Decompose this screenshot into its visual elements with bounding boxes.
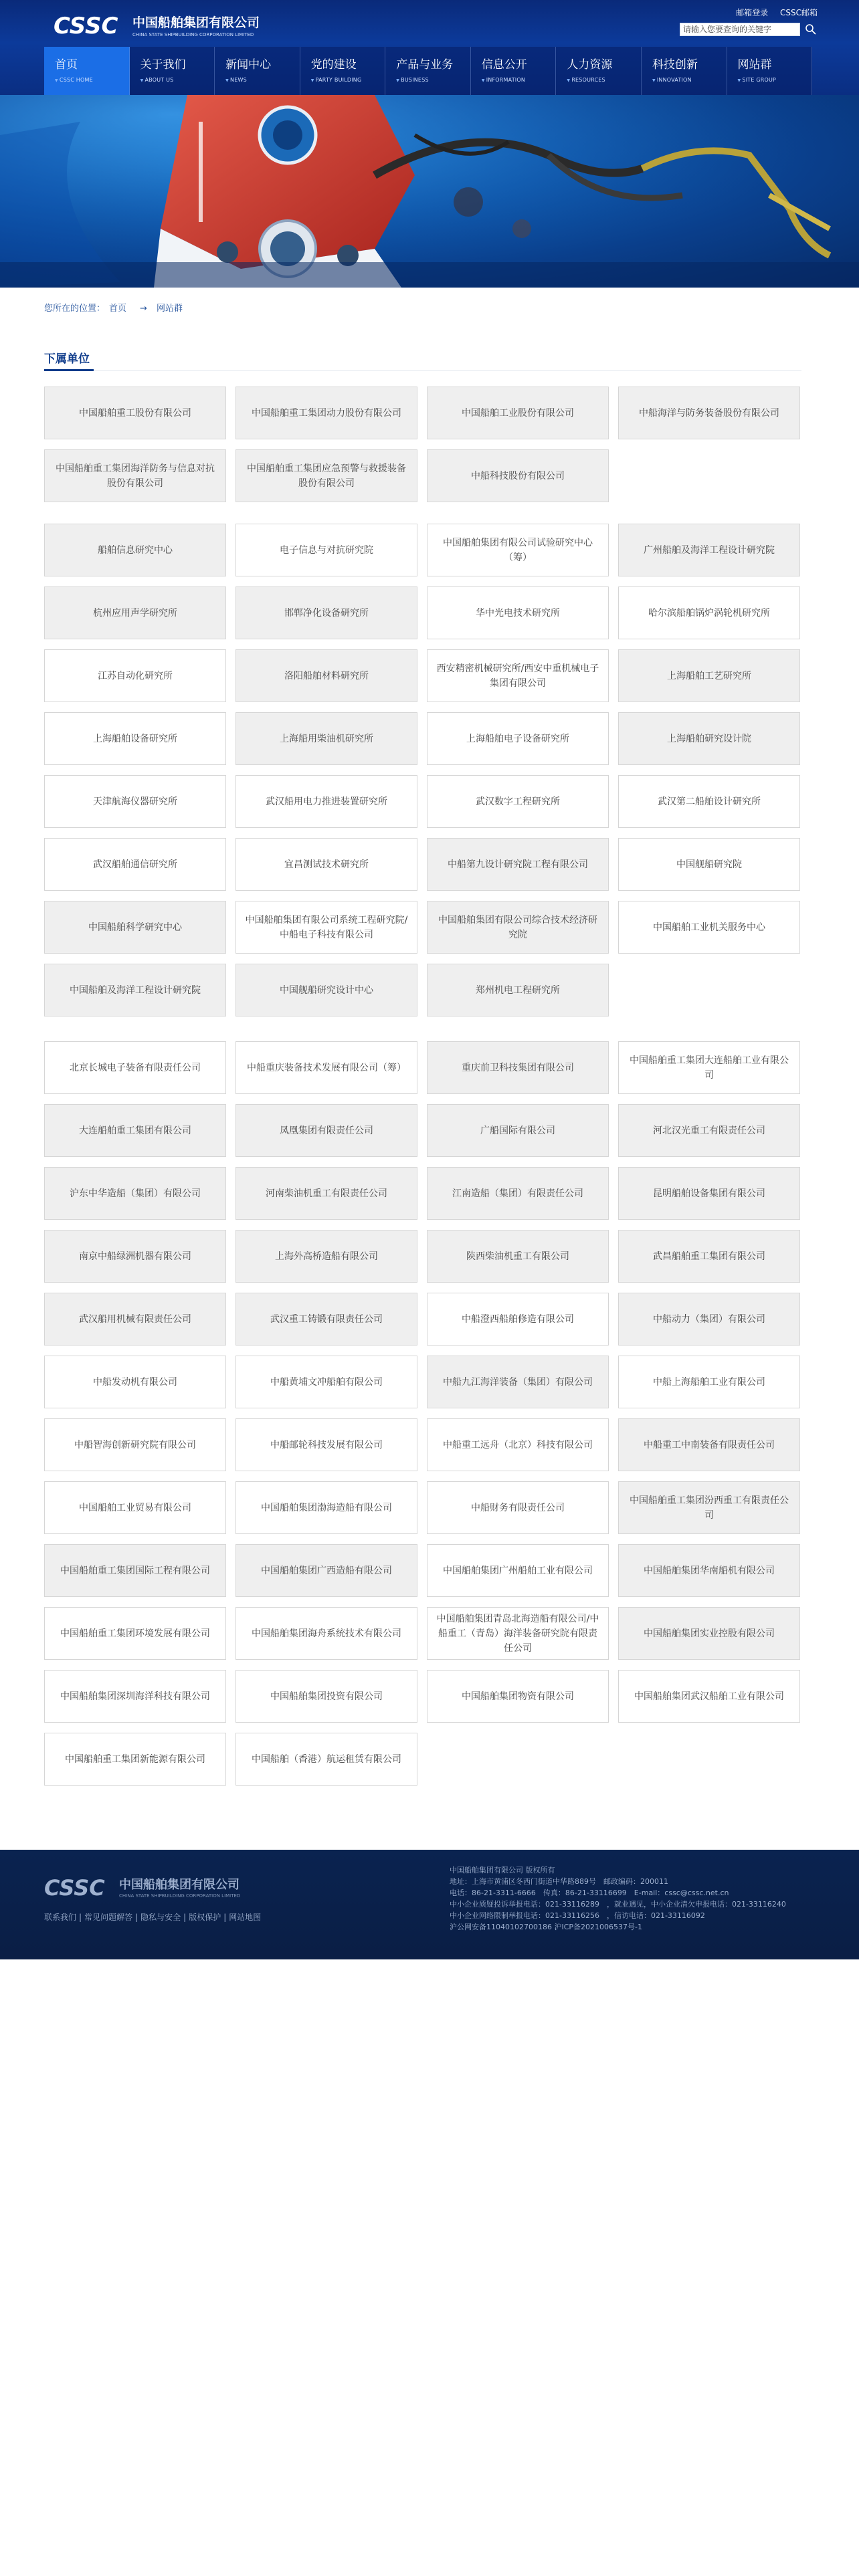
unit-card[interactable]: 中船财务有限责任公司 (427, 1481, 609, 1534)
unit-card[interactable]: 中国船舶集团广西造船有限公司 (235, 1544, 417, 1597)
nav-item-5[interactable] (471, 47, 557, 95)
unit-card[interactable]: 武汉船用电力推进装置研究所 (235, 775, 417, 828)
unit-card[interactable]: 上海外高桥造船有限公司 (235, 1230, 417, 1283)
unit-card[interactable]: 武汉船舶通信研究所 (44, 838, 226, 891)
unit-card[interactable]: 华中光电技术研究所 (427, 586, 609, 639)
unit-card[interactable]: 中船动力（集团）有限公司 (618, 1293, 800, 1346)
nav-item-sublabel: ▼ RESOURCES (567, 76, 641, 85)
unit-card[interactable]: 杭州应用声学研究所 (44, 586, 226, 639)
footer-link[interactable]: 版权保护 (189, 1913, 221, 1922)
nav-item-sublabel: ▼ PARTY BUILDING (311, 76, 385, 85)
unit-card[interactable]: 中国船舶重工集团汾西重工有限责任公司 (618, 1481, 800, 1534)
footer-link[interactable]: 联系我们 (44, 1913, 77, 1922)
nav-item-label: 网站群 (737, 58, 772, 72)
unit-card[interactable]: 北京长城电子装备有限责任公司 (44, 1041, 226, 1094)
footer-logo[interactable] (44, 1874, 258, 1901)
submersible-illustration (0, 95, 859, 288)
nav-item-sublabel: ▼ BUSINESS (396, 76, 470, 85)
site-footer (0, 1850, 859, 1959)
unit-card[interactable]: 上海船用柴油机研究所 (235, 712, 417, 765)
unit-card[interactable]: 中国船舶集团华南船机有限公司 (618, 1544, 800, 1597)
unit-card[interactable]: 凤凰集团有限责任公司 (235, 1104, 417, 1157)
nav-item-label: 科技创新 (652, 58, 698, 72)
footer-info-line: 中小企业质疑投诉举报电话：021-33116289 ，就业遇见，中小企业清欠申报电话：021-33116240 (450, 1900, 786, 1909)
unit-card[interactable]: 中国船舶集团广州船舶工业有限公司 (427, 1544, 609, 1597)
footer-info (450, 1864, 786, 1933)
unit-card[interactable]: 中国船舶重工股份有限公司 (44, 387, 226, 439)
nav-item-sublabel: ▼ ABOUT US (140, 76, 215, 85)
unit-card[interactable]: 中船科技股份有限公司 (427, 449, 609, 502)
unit-card[interactable]: 中船重工中南装备有限责任公司 (618, 1418, 800, 1471)
unit-card[interactable]: 哈尔滨船舶锅炉涡轮机研究所 (618, 586, 800, 639)
footer-info-line: 沪公网安备11040102700186 沪ICP备2021006537号-1 (450, 1923, 642, 1931)
unit-card[interactable]: 昆明船舶设备集团有限公司 (618, 1167, 800, 1220)
unit-card[interactable]: 上海船舶研究设计院 (618, 712, 800, 765)
unit-card[interactable]: 中国船舶集团海舟系统技术有限公司 (235, 1607, 417, 1660)
unit-card[interactable]: 中船第九设计研究院工程有限公司 (427, 838, 609, 891)
unit-card[interactable]: 武汉重工铸锻有限责任公司 (235, 1293, 417, 1346)
footer-link[interactable]: 隐私与安全 (140, 1913, 181, 1922)
nav-item-label: 信息公开 (481, 58, 527, 72)
search-input[interactable]: 请输入您要查询的关键字 (680, 23, 800, 36)
main-nav (44, 47, 812, 95)
unit-card[interactable]: 洛阳船舶材料研究所 (235, 649, 417, 702)
unit-card[interactable]: 中国船舶集团有限公司试验研究中心（筹） (427, 524, 609, 576)
top-utility (657, 7, 818, 40)
unit-card[interactable]: 广船国际有限公司 (427, 1104, 609, 1157)
unit-card[interactable]: 邯郸净化设备研究所 (235, 586, 417, 639)
unit-card[interactable]: 陕西柴油机重工有限公司 (427, 1230, 609, 1283)
breadcrumb-current[interactable]: 网站群 (156, 304, 183, 314)
unit-card[interactable]: 中船智海创新研究院有限公司 (44, 1418, 226, 1471)
section-underline (44, 369, 94, 371)
unit-card[interactable]: 中船重工远舟（北京）科技有限公司 (427, 1418, 609, 1471)
breadcrumb-label: 您所在的位置： (44, 304, 106, 314)
unit-card[interactable]: 中船邮轮科技发展有限公司 (235, 1418, 417, 1471)
unit-card[interactable]: 重庆前卫科技集团有限公司 (427, 1041, 609, 1094)
breadcrumb (44, 301, 187, 314)
nav-item-8[interactable] (727, 47, 813, 95)
nav-item-label: 首页 (55, 58, 78, 72)
nav-item-label: 产品与业务 (396, 58, 454, 72)
unit-card[interactable]: 上海船舶工艺研究所 (618, 649, 800, 702)
unit-card[interactable]: 江苏自动化研究所 (44, 649, 226, 702)
unit-card[interactable]: 中国船舶集团武汉船舶工业有限公司 (618, 1670, 800, 1723)
nav-item-label: 人力资源 (567, 58, 613, 72)
nav-item-label: 党的建设 (310, 58, 357, 72)
footer-info-line: 中小企业网络限制举报电话：021-33116256 ，信访电话：021-33116092 (450, 1911, 705, 1920)
unit-card[interactable]: 中国船舶重工集团应急预警与救援装备股份有限公司 (235, 449, 417, 502)
unit-card[interactable]: 中国船舶重工集团动力股份有限公司 (235, 387, 417, 439)
unit-card[interactable]: 西安精密机械研究所/西安中重机械电子集团有限公司 (427, 649, 609, 702)
unit-card[interactable]: 上海船舶电子设备研究所 (427, 712, 609, 765)
footer-link-separator: | (183, 1913, 187, 1922)
site-logo[interactable] (54, 11, 281, 40)
nav-item-6[interactable] (556, 47, 642, 95)
nav-item-3[interactable] (300, 47, 386, 95)
footer-link-separator: | (223, 1913, 227, 1922)
nav-item-sublabel: ▼ NEWS (225, 76, 300, 85)
unit-grid-institutes (44, 524, 801, 1016)
logo-mark: CSSC (54, 13, 118, 39)
mail-login-link[interactable]: 邮箱登录 (736, 8, 769, 17)
nav-item-sublabel: ▼ INFORMATION (482, 76, 556, 85)
unit-card[interactable]: 郑州机电工程研究所 (427, 964, 609, 1016)
unit-card[interactable]: 中国船舶集团青岛北海造船有限公司/中船重工（青岛）海洋装备研究院有限责任公司 (427, 1607, 609, 1660)
unit-card[interactable]: 船舶信息研究中心 (44, 524, 226, 576)
unit-card[interactable]: 江南造船（集团）有限责任公司 (427, 1167, 609, 1220)
unit-card[interactable]: 中国船舶（香港）航运租赁有限公司 (235, 1733, 417, 1786)
unit-card[interactable]: 中船澄西船舶修造有限公司 (427, 1293, 609, 1346)
footer-link[interactable]: 常见问题解答 (84, 1913, 133, 1922)
footer-logo-cn: 中国船舶集团有限公司 (119, 1878, 240, 1892)
nav-item-sublabel: ▼ SITE GROUP (738, 76, 812, 85)
unit-card[interactable]: 中船九江海洋装备（集团）有限公司 (427, 1356, 609, 1408)
unit-card[interactable]: 宜昌测试技术研究所 (235, 838, 417, 891)
unit-card[interactable]: 中国船舶集团实业控股有限公司 (618, 1607, 800, 1660)
nav-item-sublabel: ▼ INNOVATION (652, 76, 727, 85)
unit-card[interactable]: 沪东中华造船（集团）有限公司 (44, 1167, 226, 1220)
unit-card[interactable]: 中国船舶集团有限公司综合技术经济研究院 (427, 901, 609, 954)
nav-item-4[interactable] (385, 47, 471, 95)
footer-link[interactable]: 网站地图 (229, 1913, 262, 1922)
unit-card[interactable]: 南京中船绿洲机器有限公司 (44, 1230, 226, 1283)
breadcrumb-home[interactable]: 首页 (109, 304, 127, 314)
unit-card[interactable]: 中船发动机有限公司 (44, 1356, 226, 1408)
footer-info-line: 电话：86-21-3311-6666 传真：86-21-33116699 E-mail：cssc@cssc.net.cn (450, 1889, 729, 1897)
unit-card[interactable]: 中国船舶重工集团大连船舶工业有限公司 (618, 1041, 800, 1094)
footer-link-separator: | (79, 1913, 82, 1922)
section-title: 下属单位 (44, 352, 90, 366)
unit-card[interactable]: 中国船舶工业贸易有限公司 (44, 1481, 226, 1534)
unit-card[interactable]: 大连船舶重工集团有限公司 (44, 1104, 226, 1157)
search-icon[interactable] (804, 23, 818, 36)
unit-card[interactable]: 中国船舶重工集团环境发展有限公司 (44, 1607, 226, 1660)
unit-card[interactable]: 中国船舶工业机关服务中心 (618, 901, 800, 954)
unit-card[interactable]: 河北汉光重工有限责任公司 (618, 1104, 800, 1157)
nav-item-1[interactable] (130, 47, 215, 95)
unit-grid-companies (44, 1041, 801, 1786)
unit-card[interactable]: 中国船舶及海洋工程设计研究院 (44, 964, 226, 1016)
unit-card[interactable]: 中国船舶科学研究中心 (44, 901, 226, 954)
nav-item-7[interactable] (642, 47, 727, 95)
nav-item-label: 新闻中心 (225, 58, 272, 72)
unit-card[interactable]: 武汉第二船舶设计研究所 (618, 775, 800, 828)
unit-card[interactable]: 中国舰船研究设计中心 (235, 964, 417, 1016)
nav-item-0[interactable] (44, 47, 130, 95)
logo-cn: 中国船舶集团有限公司 (132, 15, 260, 30)
footer-links (44, 1911, 264, 1923)
unit-card[interactable]: 河南柴油机重工有限责任公司 (235, 1167, 417, 1220)
section-rule (44, 370, 801, 371)
unit-card[interactable]: 广州船舶及海洋工程设计研究院 (618, 524, 800, 576)
footer-logo-mark: CSSC (44, 1875, 105, 1901)
unit-card[interactable]: 武昌船舶重工集团有限公司 (618, 1230, 800, 1283)
unit-card[interactable]: 中船重庆装备技术发展有限公司（筹） (235, 1041, 417, 1094)
hero-banner (0, 95, 859, 288)
unit-card[interactable]: 中船黄埔文冲船舶有限公司 (235, 1356, 417, 1408)
unit-card[interactable]: 中国舰船研究院 (618, 838, 800, 891)
unit-card[interactable]: 中船上海船舶工业有限公司 (618, 1356, 800, 1408)
unit-card[interactable]: 电子信息与对抗研究院 (235, 524, 417, 576)
nav-item-sublabel: ▼ CSSC HOME (55, 76, 129, 85)
footer-info-line: 地址：上海市黄浦区冬西门街道中华路889号 邮政编码：200011 (450, 1877, 668, 1886)
unit-card[interactable]: 武汉船用机械有限责任公司 (44, 1293, 226, 1346)
footer-info-line: 中国船舶集团有限公司 版权所有 (450, 1866, 555, 1874)
unit-card[interactable]: 天津航海仪器研究所 (44, 775, 226, 828)
unit-card[interactable]: 中国船舶重工集团新能源有限公司 (44, 1733, 226, 1786)
unit-card[interactable]: 中国船舶重工集团国际工程有限公司 (44, 1544, 226, 1597)
unit-grid-listed (44, 387, 801, 502)
cssc-mail-link[interactable]: CSSC邮箱 (780, 8, 818, 17)
unit-card[interactable]: 中国船舶集团深圳海洋科技有限公司 (44, 1670, 226, 1723)
nav-item-label: 关于我们 (140, 58, 186, 72)
unit-card[interactable]: 中国船舶集团物资有限公司 (427, 1670, 609, 1723)
logo-en: CHINA STATE SHIPBUILDING CORPORATION LIMITED (132, 32, 254, 37)
nav-item-2[interactable] (215, 47, 300, 95)
unit-card[interactable]: 中国船舶集团有限公司系统工程研究院/中船电子科技有限公司 (235, 901, 417, 954)
footer-link-separator: | (135, 1913, 138, 1922)
footer-logo-en: CHINA STATE SHIPBUILDING CORPORATION LIMITED (119, 1893, 241, 1899)
unit-card[interactable]: 武汉数字工程研究所 (427, 775, 609, 828)
breadcrumb-arrow-icon: → (140, 304, 147, 314)
unit-card[interactable]: 中船海洋与防务装备股份有限公司 (618, 387, 800, 439)
unit-card[interactable]: 中国船舶集团渤海造船有限公司 (235, 1481, 417, 1534)
site-header (0, 0, 859, 95)
unit-card[interactable]: 中国船舶工业股份有限公司 (427, 387, 609, 439)
unit-card[interactable]: 中国船舶重工集团海洋防务与信息对抗股份有限公司 (44, 449, 226, 502)
unit-card[interactable]: 中国船舶集团投资有限公司 (235, 1670, 417, 1723)
unit-card[interactable]: 上海船舶设备研究所 (44, 712, 226, 765)
